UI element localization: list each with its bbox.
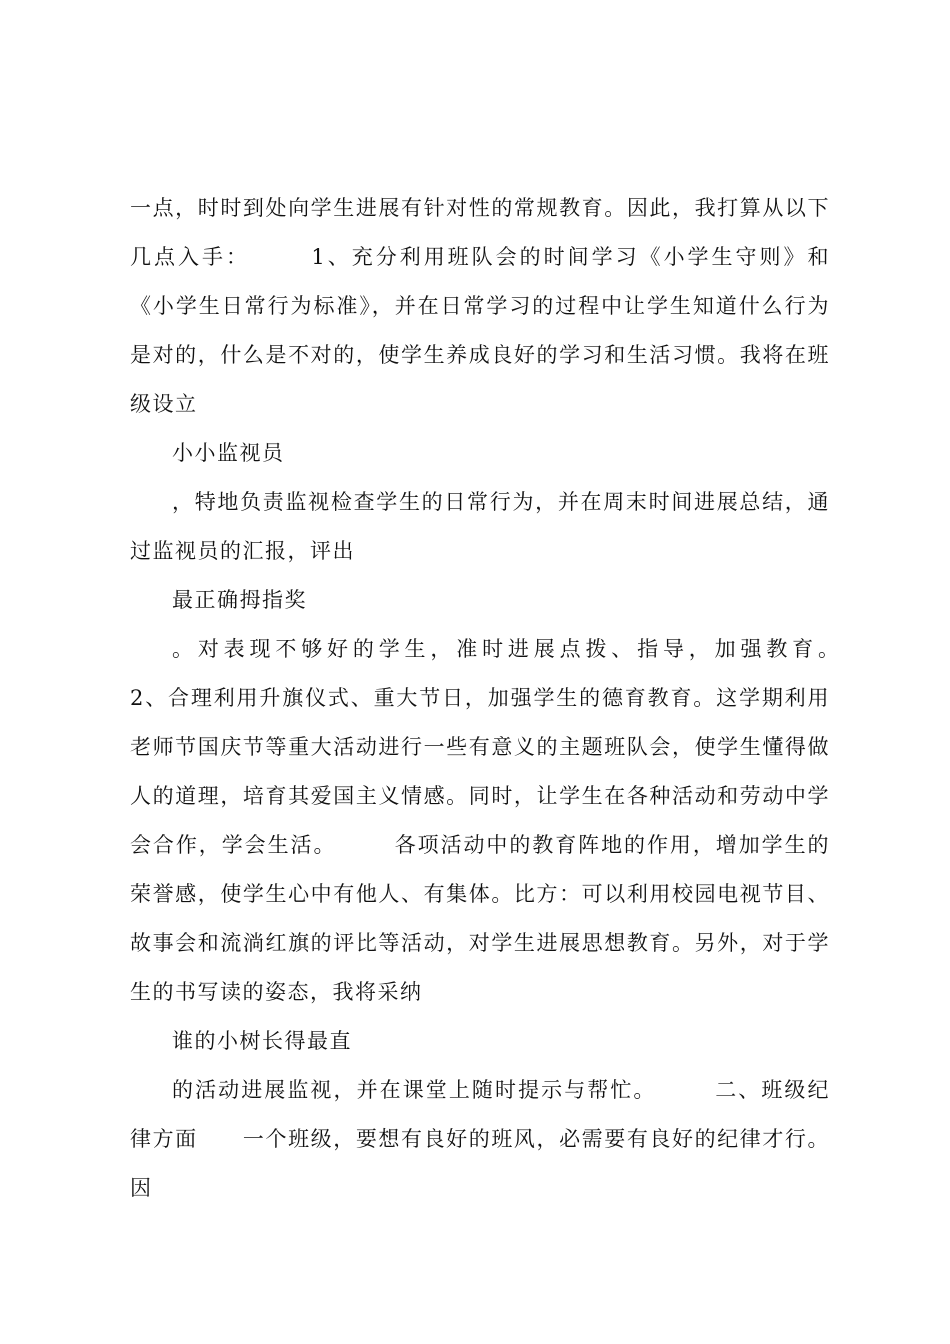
paragraph-moral-education: 。对表现不够好的学生，准时进展点拨、指导，加强教育。 2、合理利用升旗仪式、重大节日，加强学生的德育教育。这学期利用老师节国庆节等重大活动进行一些有意义的主题班队会，使学生懂得做人的道理，培育其爱国主义情感。同时，让学生在各种活动和劳动中学会合作，学会生活。 各项活动中的教育阵地的作用，增加学生的荣誉感，使学生心中有他人、有集体。比方：可以利用校园电视节目、故事会和流淌红旗的评比等活动，对学生进展思想教育。另外，对于学生的书写读的姿态，我将采纳 [130,637,898,1004]
paragraph-little-monitor: 小小监视员 [172,441,285,465]
paragraph-straight-tree: 谁的小树长得最直 [172,1029,352,1053]
paragraph-thumb-award: 最正确拇指奖 [172,588,307,612]
paragraph-monitor-duties: ，特地负责监视检查学生的日常行为，并在周末时间进展总结，通过监视员的汇报，评出 [130,490,830,563]
paragraph-class-discipline: 的活动进展监视，并在课堂上随时提示与帮忙。 二、班级纪律方面 一个班级，要想有良好的班风，必需要有良好的纪律才行。因 [130,1078,830,1200]
document-body [130,184,898,1213]
paragraph-routine-education: 一点，时时到处向学生进展有针对性的常规教育。因此，我打算从以下几点入手： 1、充分利用班队会的时间学习《小学生守则》和《小学生日常行为标准》，并在日常学习的过程中让学生知道什么行为是对的，什么是不对的，使学生养成良好的学习和生活习惯。我将在班级设立 [130,196,830,416]
